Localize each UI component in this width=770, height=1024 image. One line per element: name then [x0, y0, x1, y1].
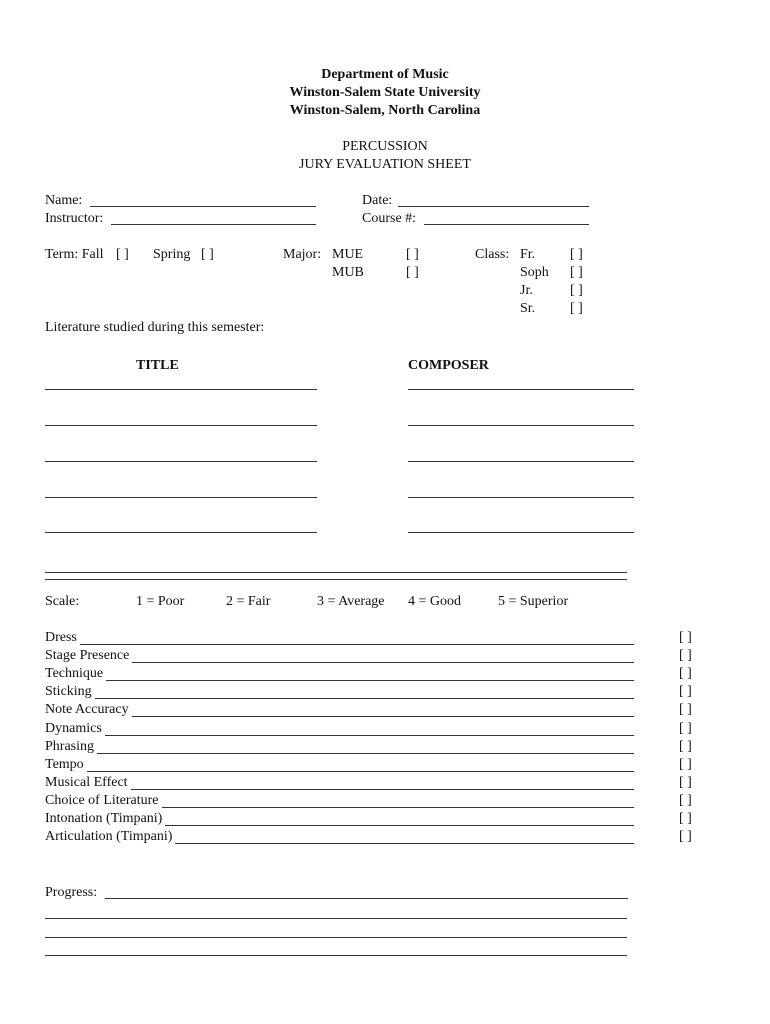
university-location: Winston-Salem, North Carolina — [289, 103, 481, 118]
criterion-label: Intonation (Timpani) — [45, 811, 163, 826]
composer-line[interactable] — [408, 389, 634, 390]
title-column-heading: TITLE — [136, 358, 179, 373]
title-line[interactable] — [45, 425, 317, 426]
criterion-line[interactable] — [162, 807, 634, 808]
criterion-score-box[interactable]: [ ] — [679, 648, 692, 663]
criterion-score-box[interactable]: [ ] — [679, 739, 692, 754]
criterion-label: Musical Effect — [45, 775, 128, 790]
criterion-label: Stage Presence — [45, 648, 130, 663]
scale-label: Scale: — [45, 594, 80, 609]
major-mue-checkbox[interactable]: [ ] — [406, 247, 419, 262]
class-option-fr: Fr. — [520, 247, 536, 262]
class-soph-checkbox[interactable]: [ ] — [570, 265, 583, 280]
composer-line[interactable] — [408, 497, 634, 498]
criterion-line[interactable] — [132, 662, 634, 663]
criterion-line[interactable] — [97, 753, 634, 754]
criterion-label: Note Accuracy — [45, 702, 129, 717]
criterion-label: Phrasing — [45, 739, 94, 754]
instructor-label: Instructor: — [45, 211, 104, 226]
criterion-line[interactable] — [87, 771, 634, 772]
literature-label: Literature studied during this semester: — [45, 320, 265, 335]
progress-line[interactable] — [45, 918, 627, 919]
criterion-line[interactable] — [95, 698, 634, 699]
criterion-score-box[interactable]: [ ] — [679, 775, 692, 790]
title-line[interactable] — [45, 461, 317, 462]
class-label: Class: — [475, 247, 510, 262]
criterion-score-box[interactable]: [ ] — [679, 630, 692, 645]
criterion-line[interactable] — [131, 789, 634, 790]
criterion-line[interactable] — [105, 735, 634, 736]
instructor-field[interactable] — [111, 224, 316, 225]
name-field[interactable] — [90, 206, 316, 207]
criterion-score-box[interactable]: [ ] — [679, 721, 692, 736]
criterion-line[interactable] — [80, 644, 634, 645]
date-label: Date: — [362, 193, 393, 208]
course-field[interactable] — [424, 224, 589, 225]
progress-line[interactable] — [45, 937, 627, 938]
term-spring-checkbox[interactable]: [ ] — [201, 247, 214, 262]
university-name: Winston-Salem State University — [289, 85, 481, 100]
scale-level: 3 = Average — [317, 594, 385, 609]
name-label: Name: — [45, 193, 83, 208]
scale-level: 2 = Fair — [226, 594, 271, 609]
composer-line[interactable] — [408, 425, 634, 426]
major-mub-checkbox[interactable]: [ ] — [406, 265, 419, 280]
section-separator — [45, 572, 627, 580]
criterion-label: Tempo — [45, 757, 84, 772]
criterion-label: Articulation (Timpani) — [45, 829, 173, 844]
criterion-score-box[interactable]: [ ] — [679, 666, 692, 681]
composer-line[interactable] — [408, 461, 634, 462]
criterion-score-box[interactable]: [ ] — [679, 793, 692, 808]
instrument-subject: PERCUSSION — [342, 139, 428, 154]
major-option-mub: MUB — [332, 265, 364, 280]
term-spring-label: Spring — [153, 247, 191, 262]
form-title: JURY EVALUATION SHEET — [299, 157, 471, 172]
criterion-label: Dynamics — [45, 721, 102, 736]
criterion-score-box[interactable]: [ ] — [679, 757, 692, 772]
course-label: Course #: — [362, 211, 417, 226]
department-name: Department of Music — [321, 67, 449, 82]
criterion-score-box[interactable]: [ ] — [679, 684, 692, 699]
class-fr-checkbox[interactable]: [ ] — [570, 247, 583, 262]
class-sr-checkbox[interactable]: [ ] — [570, 301, 583, 316]
composer-line[interactable] — [408, 532, 634, 533]
criterion-line[interactable] — [132, 716, 634, 717]
title-line[interactable] — [45, 497, 317, 498]
major-label: Major: — [283, 247, 322, 262]
class-option-soph: Soph — [520, 265, 549, 280]
criterion-line[interactable] — [165, 825, 634, 826]
title-line[interactable] — [45, 532, 317, 533]
criterion-label: Sticking — [45, 684, 92, 699]
title-line[interactable] — [45, 389, 317, 390]
class-option-sr: Sr. — [520, 301, 536, 316]
composer-column-heading: COMPOSER — [408, 358, 489, 373]
criterion-score-box[interactable]: [ ] — [679, 811, 692, 826]
class-option-jr: Jr. — [520, 283, 533, 298]
progress-line[interactable] — [105, 898, 628, 899]
criterion-label: Dress — [45, 630, 77, 645]
criterion-score-box[interactable]: [ ] — [679, 829, 692, 844]
progress-label: Progress: — [45, 885, 98, 900]
progress-line[interactable] — [45, 955, 627, 956]
criterion-label: Technique — [45, 666, 104, 681]
criterion-line[interactable] — [175, 843, 634, 844]
term-fall-label: Term: Fall — [45, 247, 104, 262]
scale-level: 1 = Poor — [136, 594, 185, 609]
major-option-mue: MUE — [332, 247, 364, 262]
scale-level: 4 = Good — [408, 594, 462, 609]
class-jr-checkbox[interactable]: [ ] — [570, 283, 583, 298]
criterion-line[interactable] — [106, 680, 634, 681]
criterion-score-box[interactable]: [ ] — [679, 702, 692, 717]
scale-level: 5 = Superior — [498, 594, 569, 609]
date-field[interactable] — [398, 206, 589, 207]
term-fall-checkbox[interactable]: [ ] — [116, 247, 129, 262]
criterion-label: Choice of Literature — [45, 793, 159, 808]
